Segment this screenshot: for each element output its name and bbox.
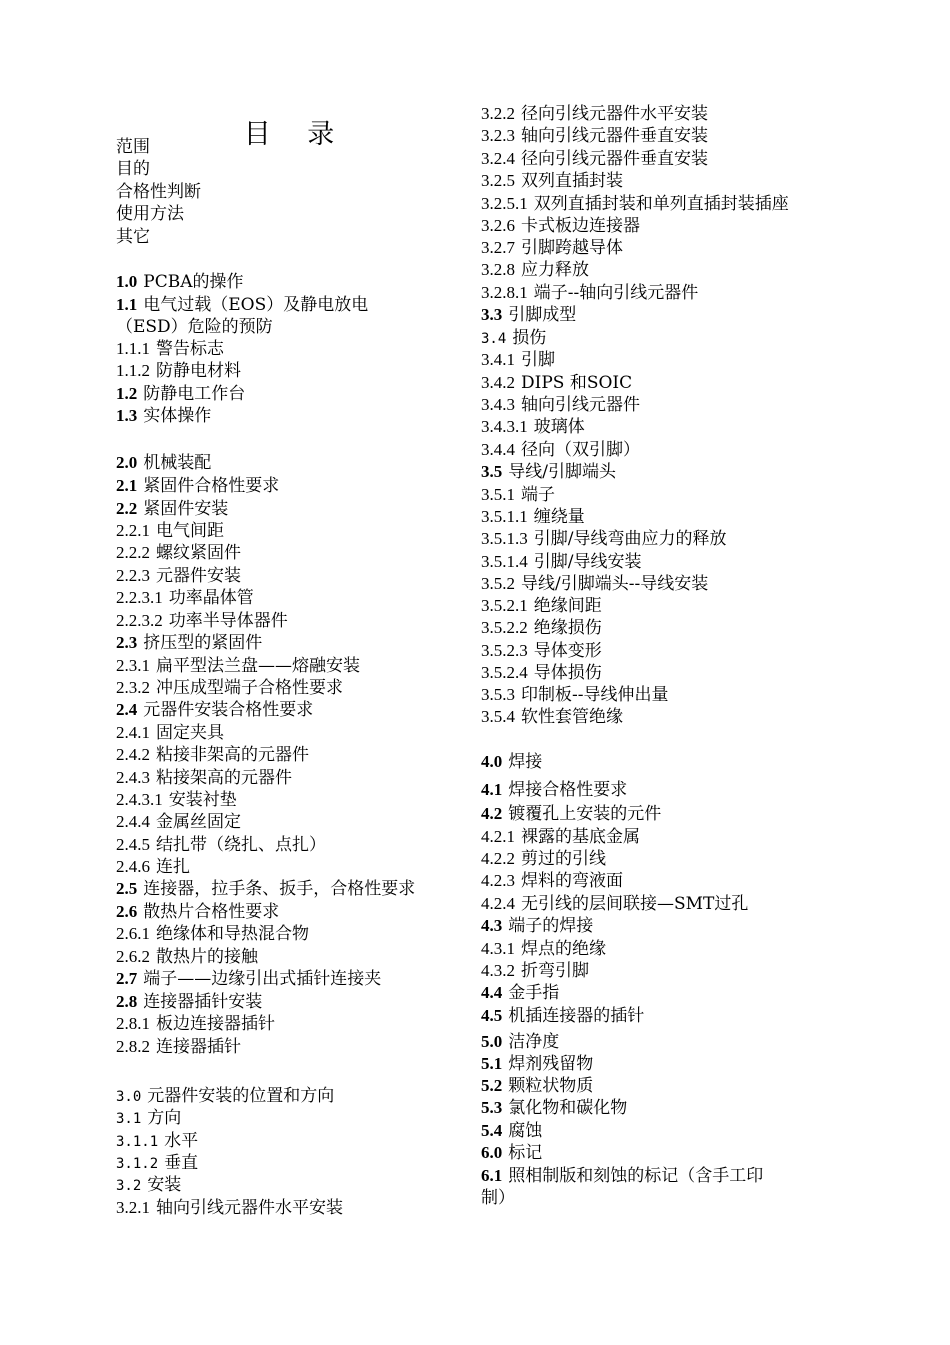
toc-entry-number: 2.1 (116, 476, 138, 495)
toc-entry-text: 径向引线元器件垂直安装 (521, 149, 708, 169)
toc-entry-number: 3.5.4 (481, 707, 515, 726)
toc-entry-number: 3.2.3 (481, 126, 515, 145)
toc-entry-text: 损伤 (512, 328, 547, 348)
toc-entry-number: 3.5.2 (481, 574, 515, 593)
toc-entry-text: 径向引线元器件水平安装 (521, 104, 708, 124)
toc-entry (116, 722, 224, 744)
toc-entry-text: 软性套管绝缘 (521, 707, 623, 727)
toc-entry-text: 元器件安装的位置和方向 (147, 1086, 335, 1106)
toc-entry (481, 617, 602, 639)
toc-entry (481, 528, 726, 550)
toc-entry-number: 4.3 (481, 916, 503, 935)
toc-entry (116, 294, 368, 316)
toc-entry-text: 径向（双引脚） (521, 440, 640, 460)
toc-entry-text: 功率晶体管 (168, 588, 254, 608)
toc-entry-number: 2.4.5 (116, 835, 150, 854)
toc-entry-text: 标记 (508, 1143, 543, 1163)
toc-entry (481, 1142, 542, 1164)
toc-entry (481, 751, 542, 773)
toc-entry-text: 固定夹具 (156, 723, 224, 743)
toc-entry-number: 2.8 (116, 992, 138, 1011)
toc-entry-number: 3.5 (481, 462, 503, 481)
toc-entry (481, 170, 623, 192)
toc-entry-text: 氯化物和碳化物 (508, 1098, 628, 1118)
toc-entry-text: 散热片的接触 (156, 947, 258, 967)
toc-entry-number: 3.4.3.1 (481, 417, 528, 436)
toc-entry-number: 2.4 (116, 700, 138, 719)
toc-entry (481, 938, 606, 960)
toc-entry-number: 3.5.1.3 (481, 529, 528, 548)
toc-entry (116, 856, 190, 878)
toc-entry-text: 机械装配 (143, 453, 212, 473)
toc-entry (116, 834, 326, 856)
toc-entry (481, 215, 640, 237)
toc-entry-text: 板边连接器插针 (156, 1014, 275, 1034)
toc-entry-number: 3.5.2.4 (481, 663, 528, 682)
toc-entry (481, 237, 623, 259)
toc-entry (481, 148, 708, 170)
toc-entry-text: 端子的焊接 (508, 916, 594, 936)
toc-entry-text: 机插连接器的插针 (508, 1006, 645, 1026)
toc-entry-text: 引脚/导线安装 (533, 552, 642, 572)
toc-entry-text: 双列直插封装和单列直插封装插座 (533, 194, 789, 214)
toc-entry (116, 226, 150, 248)
toc-entry-text: 折弯引脚 (521, 961, 589, 981)
toc-entry-number: 4.5 (481, 1006, 503, 1025)
toc-entry-text: 元器件安装合格性要求 (143, 700, 314, 720)
toc-entry-number: 2.6.1 (116, 924, 150, 943)
toc-entry-text: 连接器插针 (156, 1037, 241, 1057)
toc-entry-text: 镀覆孔上安装的元件 (508, 804, 662, 824)
toc-entry-text: 垂直 (164, 1153, 199, 1173)
toc-entry (116, 542, 241, 564)
toc-entry-text: 安装 (147, 1175, 182, 1195)
toc-entry-number: 2.2.3 (116, 566, 150, 585)
toc-entry-number: 2.5 (116, 879, 138, 898)
toc-entry (481, 1031, 559, 1053)
toc-entry (116, 316, 273, 338)
toc-entry (481, 327, 546, 350)
toc-entry (481, 349, 555, 371)
toc-entry-text: 引脚跨越导体 (521, 238, 623, 258)
toc-entry-text: 金属丝固定 (156, 812, 241, 832)
toc-entry (116, 789, 237, 811)
toc-entry-text: 连接器插针安装 (143, 992, 263, 1012)
toc-entry (481, 551, 641, 573)
toc-entry-number: 3.4.4 (481, 440, 515, 459)
toc-entry-number: 3.1.1 (116, 1134, 159, 1150)
toc-entry (481, 960, 589, 982)
toc-entry-number: 1.0 (116, 272, 138, 291)
toc-entry-text: 颗粒状物质 (508, 1076, 594, 1096)
toc-entry-text: （ESD）危险的预防 (116, 317, 273, 337)
toc-entry (481, 304, 576, 326)
toc-entry (116, 610, 288, 632)
toc-entry-number: 3.0 (116, 1089, 142, 1105)
toc-entry-text: 目的 (116, 159, 150, 179)
toc-entry-number: 5.1 (481, 1054, 503, 1073)
toc-entry-number: 2.8.2 (116, 1037, 150, 1056)
toc-entry-text: 挤压型的紧固件 (143, 633, 263, 653)
toc-entry (481, 1005, 644, 1027)
toc-entry (481, 640, 602, 662)
toc-entry (481, 684, 669, 706)
toc-entry (116, 767, 292, 789)
toc-entry-number: 4.0 (481, 752, 503, 771)
toc-entry-text: 冲压成型端子合格性要求 (156, 678, 343, 698)
toc-entry-number: 3.2.8.1 (481, 283, 528, 302)
toc-entry-text: 卡式板边连接器 (521, 216, 640, 236)
toc-entry-text: 粘接架高的元器件 (156, 768, 292, 788)
toc-entry-number: 3.4.2 (481, 373, 515, 392)
toc-entry-number: 1.1 (116, 295, 138, 314)
toc-entry (116, 452, 211, 474)
toc-entry (116, 923, 309, 945)
toc-entry-text: 实体操作 (143, 406, 212, 426)
toc-entry-text: 无引线的层间联接—SMT过孔 (521, 894, 749, 914)
toc-entry (116, 498, 228, 520)
toc-entry (481, 506, 585, 528)
toc-entry (116, 271, 243, 293)
toc-entry-number: 2.2.3.2 (116, 611, 163, 630)
toc-entry-text: 连接器，拉手条、扳手，合格性要求 (143, 879, 416, 899)
toc-entry (481, 125, 708, 147)
toc-entry (481, 193, 789, 215)
toc-entry-text: 安装衬垫 (168, 790, 237, 810)
toc-entry-number: 3.2.2 (481, 104, 515, 123)
toc-entry (116, 655, 360, 677)
toc-entry (481, 259, 589, 281)
toc-entry (481, 662, 602, 684)
toc-entry (116, 699, 313, 721)
toc-entry-number: 5.2 (481, 1076, 503, 1095)
toc-entry (481, 372, 632, 394)
toc-entry-number: 3.2.5 (481, 171, 515, 190)
toc-entry-text: 轴向引线元器件垂直安装 (521, 126, 708, 146)
toc-entry (116, 991, 262, 1013)
toc-entry-number: 1.1.1 (116, 339, 150, 358)
toc-entry-text: 引脚 (521, 350, 555, 370)
toc-entry-text: 端子——边缘引出式插针连接夹 (143, 969, 382, 989)
toc-entry (481, 870, 623, 892)
toc-entry (481, 1075, 593, 1097)
toc-entry-text: 玻璃体 (533, 417, 585, 437)
toc-entry (481, 461, 616, 483)
toc-entry-number: 1.1.2 (116, 361, 150, 380)
toc-entry (481, 394, 640, 416)
toc-entry-text: 电气过载（EOS）及静电放电 (143, 295, 369, 315)
toc-entry (116, 878, 415, 900)
toc-entry-number: 4.4 (481, 983, 503, 1002)
toc-entry-number: 2.0 (116, 453, 138, 472)
toc-entry-number: 3.5.2.1 (481, 596, 528, 615)
toc-entry-text: 其它 (116, 227, 150, 247)
toc-entry-number: 3.2.5.1 (481, 194, 528, 213)
toc-entry-text: 端子--轴向引线元器件 (533, 283, 699, 303)
toc-entry-text: 焊点的绝缘 (521, 939, 606, 959)
toc-entry-text: 范围 (116, 137, 150, 157)
toc-entry (116, 677, 343, 699)
toc-entry-text: 印制板--导线伸出量 (521, 685, 669, 705)
toc-entry (481, 826, 640, 848)
toc-entry-number: 3.2.7 (481, 238, 515, 257)
toc-entry (481, 573, 708, 595)
toc-entry (116, 181, 201, 203)
toc-entry-number: 2.2.3.1 (116, 588, 163, 607)
toc-entry (116, 1107, 181, 1130)
toc-entry-text: 功率半导体器件 (168, 611, 288, 631)
toc-entry-number: 4.2.3 (481, 871, 515, 890)
toc-entry (481, 103, 708, 125)
toc-entry-text: DIPS 和SOIC (521, 373, 633, 393)
toc-entry-text: 轴向引线元器件 (521, 395, 640, 415)
toc-entry (481, 439, 640, 461)
toc-entry (481, 779, 627, 801)
toc-entry-number: 2.3.1 (116, 656, 150, 675)
toc-entry (116, 520, 224, 542)
toc-entry-number: 2.4.3 (116, 768, 150, 787)
toc-entry-text: 照相制版和刻蚀的标记（含手工印 (508, 1166, 764, 1186)
toc-entry (116, 1085, 334, 1108)
toc-entry-text: 端子 (521, 485, 555, 505)
toc-entry-text: 导体变形 (533, 641, 602, 661)
toc-entry-number: 2.2 (116, 499, 138, 518)
toc-entry (116, 1013, 275, 1035)
toc-entry (481, 915, 593, 937)
toc-entry (481, 982, 559, 1004)
toc-entry (116, 475, 279, 497)
toc-entry-text: 使用方法 (116, 204, 184, 224)
toc-entry (116, 338, 224, 360)
toc-entry-text: 粘接非架高的元器件 (156, 745, 309, 765)
toc-entry (116, 1174, 181, 1197)
toc-entry (481, 706, 623, 728)
toc-entry-text: 洁净度 (508, 1032, 560, 1052)
toc-entry (116, 901, 279, 923)
toc-entry-text: 元器件安装 (156, 566, 241, 586)
toc-entry-number: 2.2.2 (116, 543, 150, 562)
toc-entry-number: 2.4.1 (116, 723, 150, 742)
toc-entry-number: 3.5.1.4 (481, 552, 528, 571)
toc-entry-text: 腐蚀 (508, 1121, 543, 1141)
toc-entry-number: 3.4.3 (481, 395, 515, 414)
toc-title: 目 录 (243, 119, 349, 150)
toc-entry-text: 结扎带（绕扎、点扎） (156, 835, 326, 855)
toc-entry-number: 5.4 (481, 1121, 503, 1140)
toc-entry-text: 应力释放 (521, 260, 589, 280)
toc-entry-number: 2.4.3.1 (116, 790, 163, 809)
toc-entry-text: 导线/引脚端头--导线安装 (521, 574, 709, 594)
toc-entry (116, 811, 241, 833)
toc-entry (116, 946, 258, 968)
toc-entry-number: 3.1.2 (116, 1156, 159, 1172)
toc-entry-number: 4.2 (481, 804, 503, 823)
toc-entry (116, 158, 150, 180)
toc-entry-number: 2.6.2 (116, 947, 150, 966)
toc-entry-number: 3.2 (116, 1178, 142, 1194)
toc-entry-text: 方向 (147, 1108, 182, 1128)
toc-entry-number: 2.2.1 (116, 521, 150, 540)
toc-entry (481, 595, 602, 617)
toc-entry-number: 4.3.1 (481, 939, 515, 958)
toc-entry (481, 848, 606, 870)
toc-entry-number: 2.3 (116, 633, 138, 652)
toc-entry (116, 405, 211, 427)
toc-entry (481, 803, 661, 825)
toc-entry-text: 缠绕量 (533, 507, 585, 527)
toc-entry-text: 合格性判断 (116, 182, 201, 202)
toc-entry (481, 1187, 515, 1209)
toc-entry (116, 1152, 198, 1175)
toc-entry-text: 双列直插封装 (521, 171, 623, 191)
toc-entry-text: 轴向引线元器件水平安装 (156, 1198, 343, 1218)
toc-entry (481, 484, 555, 506)
toc-entry-number: 3.2.6 (481, 216, 515, 235)
toc-entry-text: 裸露的基底金属 (521, 827, 640, 847)
toc-entry-number: 2.8.1 (116, 1014, 150, 1033)
toc-entry (116, 203, 184, 225)
toc-entry-text: 紧固件安装 (143, 499, 229, 519)
toc-entry-number: 2.4.6 (116, 857, 150, 876)
toc-entry-text: 螺纹紧固件 (156, 543, 241, 563)
toc-entry-text: 防静电材料 (156, 361, 241, 381)
toc-entry-number: 3.5.3 (481, 685, 515, 704)
toc-entry-number: 5.3 (481, 1098, 503, 1117)
toc-entry-number: 3.4 (481, 331, 507, 347)
toc-entry-number: 4.1 (481, 780, 503, 799)
toc-entry-text: 引脚/导线弯曲应力的释放 (533, 529, 727, 549)
toc-entry (481, 282, 698, 304)
toc-entry-number: 2.6 (116, 902, 138, 921)
toc-entry-number: 3.5.1 (481, 485, 515, 504)
toc-entry-number: 1.2 (116, 384, 138, 403)
toc-entry-text: 紧固件合格性要求 (143, 476, 280, 496)
toc-entry (116, 360, 241, 382)
toc-entry-text: PCBA的操作 (143, 272, 244, 292)
toc-entry (481, 893, 748, 915)
toc-entry (116, 136, 150, 158)
toc-entry-number: 4.3.2 (481, 961, 515, 980)
toc-entry-text: 剪过的引线 (521, 849, 606, 869)
toc-entry-number: 2.4.2 (116, 745, 150, 764)
toc-entry (116, 1130, 198, 1153)
toc-entry-number: 3.1 (116, 1111, 142, 1127)
toc-entry-text: 散热片合格性要求 (143, 902, 280, 922)
toc-entry-text: 防静电工作台 (143, 384, 246, 404)
toc-entry-text: 导体损伤 (533, 663, 602, 683)
toc-entry-text: 焊料的弯液面 (521, 871, 623, 891)
toc-entry-text: 金手指 (508, 983, 560, 1003)
toc-entry-text: 警告标志 (156, 339, 224, 359)
toc-entry (116, 587, 254, 609)
toc-entry-number: 2.3.2 (116, 678, 150, 697)
toc-entry-number: 4.2.2 (481, 849, 515, 868)
toc-entry-text: 绝缘损伤 (533, 618, 602, 638)
toc-entry-text: 电气间距 (156, 521, 224, 541)
toc-entry (481, 1053, 593, 1075)
toc-entry-number: 6.0 (481, 1143, 503, 1162)
toc-entry-number: 2.7 (116, 969, 138, 988)
toc-entry-text: 焊剂残留物 (508, 1054, 594, 1074)
toc-entry-number: 3.2.1 (116, 1198, 150, 1217)
toc-entry-text: 扁平型法兰盘——熔融安装 (156, 656, 360, 676)
toc-entry-number: 3.5.1.1 (481, 507, 528, 526)
toc-entry-number: 3.5.2.2 (481, 618, 528, 637)
toc-entry-text: 水平 (164, 1131, 199, 1151)
toc-entry-text: 导线/引脚端头 (508, 462, 616, 482)
toc-entry (116, 968, 381, 990)
toc-entry (116, 1197, 343, 1219)
toc-entry (116, 744, 309, 766)
toc-entry (116, 383, 245, 405)
toc-entry-number: 1.3 (116, 406, 138, 425)
toc-entry-number: 4.2.4 (481, 894, 515, 913)
toc-entry (116, 565, 241, 587)
toc-entry (116, 1036, 241, 1058)
toc-entry-number: 3.2.8 (481, 260, 515, 279)
toc-entry-number: 3.4.1 (481, 350, 515, 369)
toc-entry-number: 2.4.4 (116, 812, 150, 831)
toc-entry-number: 3.5.2.3 (481, 641, 528, 660)
toc-entry-number: 3.2.4 (481, 149, 515, 168)
toc-entry-text: 连扎 (156, 857, 190, 877)
toc-entry (116, 632, 262, 654)
toc-entry (481, 416, 585, 438)
toc-entry-text: 焊接合格性要求 (508, 780, 628, 800)
toc-entry-text: 引脚成型 (508, 305, 577, 325)
toc-entry-number: 4.2.1 (481, 827, 515, 846)
toc-entry-text: 绝缘间距 (533, 596, 602, 616)
toc-entry-number: 6.1 (481, 1166, 503, 1185)
toc-entry-text: 焊接 (508, 752, 543, 772)
toc-entry-text: 绝缘体和导热混合物 (156, 924, 309, 944)
toc-entry (481, 1165, 763, 1187)
toc-entry (481, 1120, 542, 1142)
toc-entry (481, 1097, 627, 1119)
toc-entry-text: 制） (481, 1188, 515, 1208)
toc-entry-number: 3.3 (481, 305, 503, 324)
toc-entry-number: 5.0 (481, 1032, 503, 1051)
